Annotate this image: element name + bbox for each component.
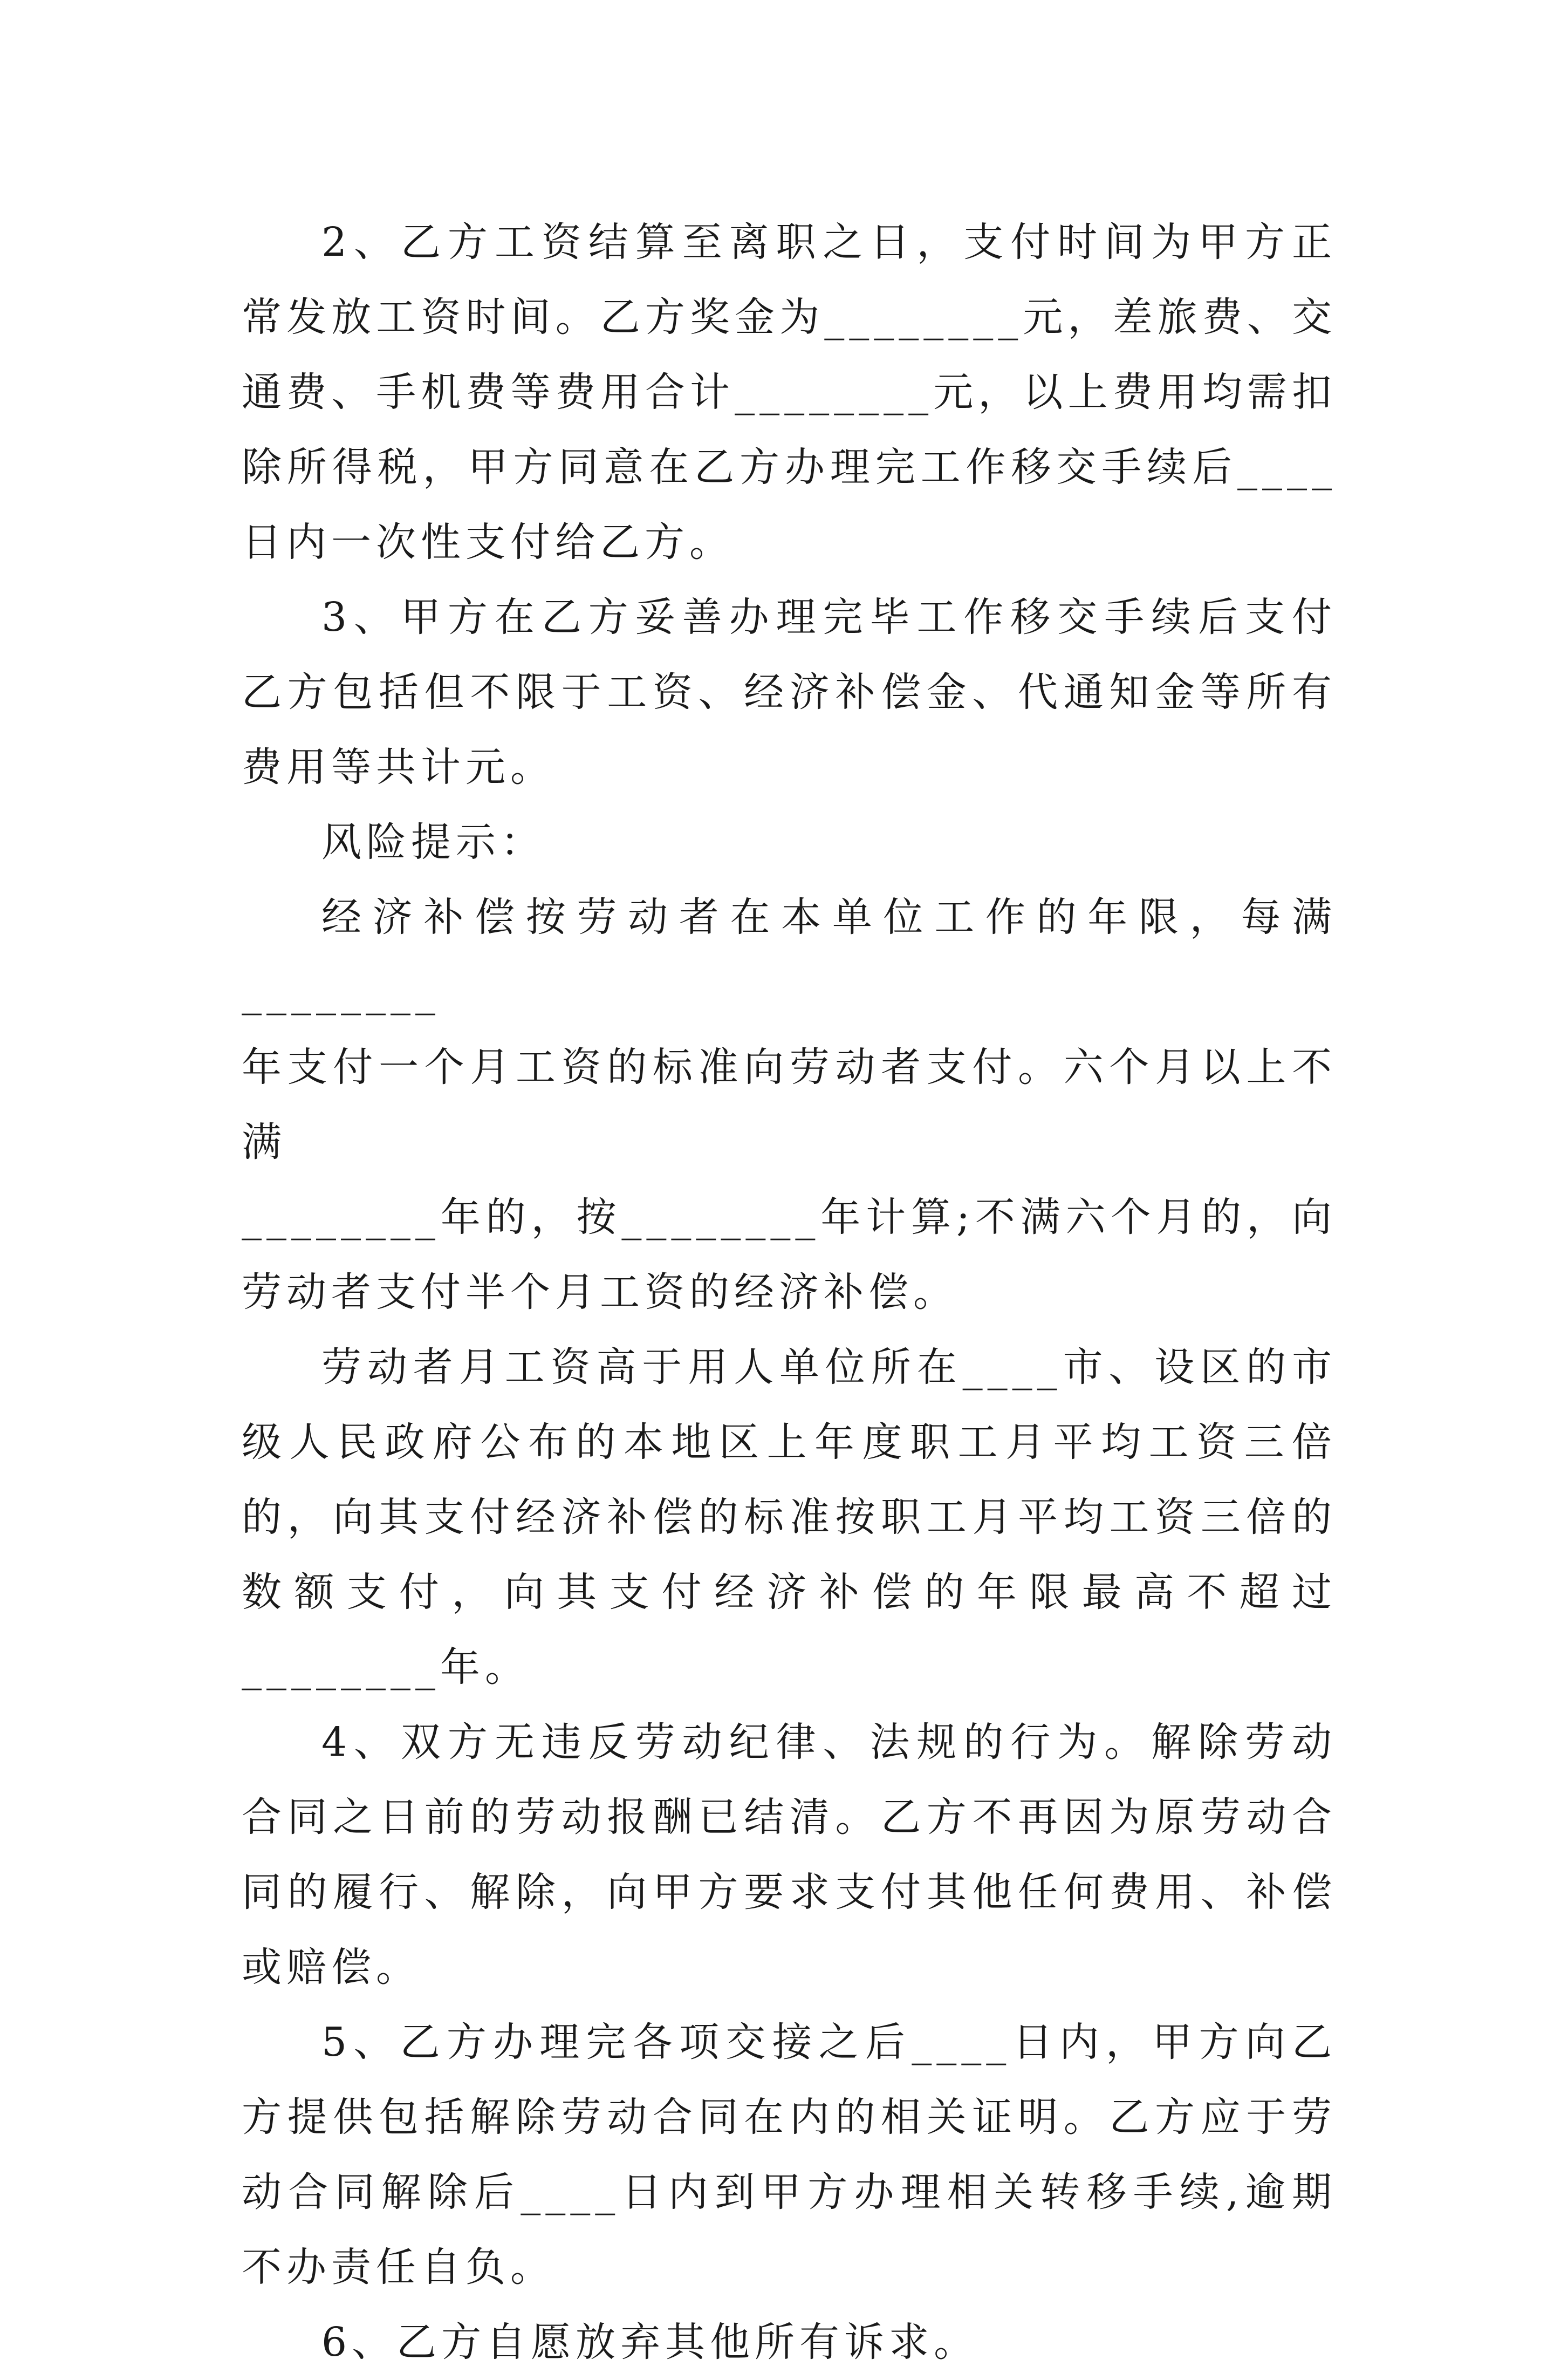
risk-notice-line-2: 年支付一个月工资的标准向劳动者支付。六个月以上不满	[242, 1044, 1337, 1165]
clause-5-paragraph: 5、乙方办理完各项交接之后____日内，甲方向乙方提供包括解除劳动合同在内的相关证明。乙方应于劳动合同解除后____日内到甲方办理相关转移手续,逾期不办责任自负。	[242, 2019, 1337, 2290]
clause-4-paragraph: 4、双方无违反劳动纪律、法规的行为。解除劳动合同之日前的劳动报酬已结清。乙方不再因为原劳动合同的履行、解除，向甲方要求支付其他任何费用、补偿或赔偿。	[242, 1719, 1337, 1990]
risk-notice-wage-cap-paragraph: 劳动者月工资高于用人单位所在____市、设区的市级人民政府公布的本地区上年度职工月平均工资三倍的，向其支付经济补偿的标准按职工月平均工资三倍的数额支付，向其支付经济补偿的年限最高不超过________年。	[242, 1344, 1337, 1690]
clause-2-paragraph: 2、乙方工资结算至离职之日，支付时间为甲方正常发放工资时间。乙方奖金为________元，差旅费、交通费、手机费等费用合计________元，以上费用均需扣除所得税，甲方同意在乙方办理完工作移交手续后____日内一次性支付给乙方。	[242, 219, 1337, 565]
document-body	[242, 205, 1337, 2380]
clause-3-paragraph: 3、甲方在乙方妥善办理完毕工作移交手续后支付乙方包括但不限于工资、经济补偿金、代通知金等所有费用等共计元。	[242, 594, 1337, 790]
risk-notice-line-1: 经济补偿按劳动者在本单位工作的年限，每满________	[242, 894, 1337, 1015]
clause-6-paragraph: 6、乙方自愿放弃其他所有诉求。	[321, 2319, 979, 2365]
risk-notice-line-3: ________年的，按________年计算;不满六个月的，向劳动者支付半个月工资的经济补偿。	[242, 1194, 1337, 1315]
risk-notice-heading: 风险提示：	[321, 819, 545, 865]
